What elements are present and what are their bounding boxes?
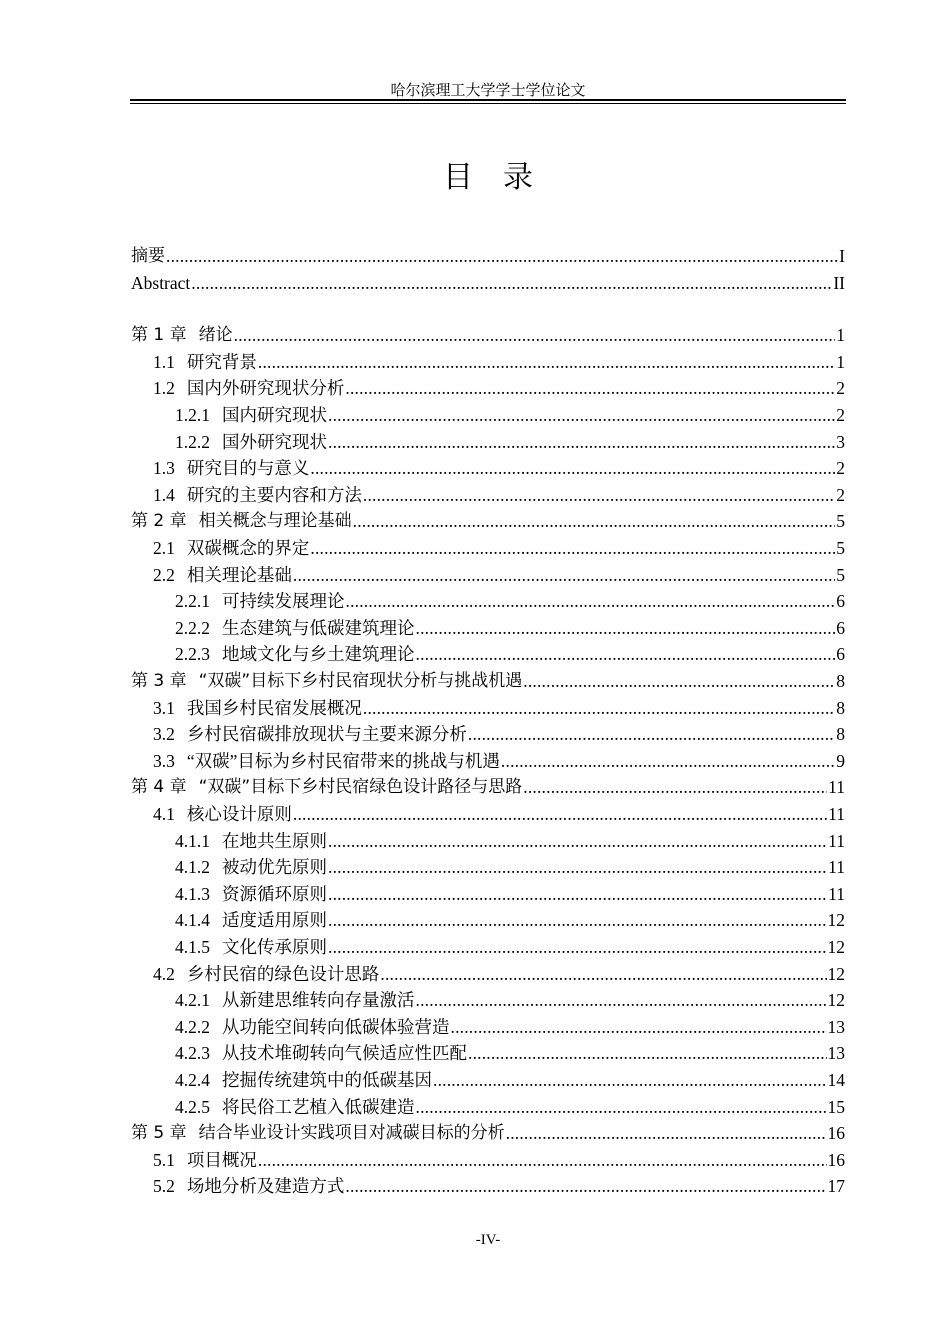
toc-entry-page: 11 — [828, 777, 845, 798]
toc-dot-leader — [328, 830, 827, 852]
toc-entry-title: 核心设计原则 — [186, 804, 292, 824]
toc-entry-title: 摘要 — [131, 246, 165, 266]
toc-entry-number: 4.1.5 — [175, 937, 210, 957]
toc-entry-number: 2.1 — [153, 538, 175, 558]
toc-entry-page: 16 — [827, 1149, 845, 1170]
toc-entry[interactable] — [131, 1065, 845, 1091]
toc-entry-title: 适度适用原则 — [222, 910, 327, 931]
toc-entry[interactable] — [131, 241, 845, 267]
toc-entry-title: 场地分析及建造方式 — [186, 1176, 345, 1197]
toc-dot-leader — [468, 723, 835, 745]
toc-entry[interactable] — [131, 959, 845, 985]
toc-entry-page: 2 — [836, 405, 845, 425]
toc-entry-number: 1.4 — [153, 484, 175, 505]
toc-entry-title: 从功能空间转向低碳体验营造 — [222, 1016, 450, 1037]
toc-entry-page: 13 — [827, 1016, 845, 1037]
toc-entry-page: 11 — [828, 857, 845, 878]
toc-entry-number: 4.1.3 — [175, 883, 210, 904]
toc-entry-number: 4.2.3 — [175, 1043, 210, 1064]
toc-entry-number: 4.2.1 — [175, 990, 210, 1011]
toc-entry-number: 2.2.3 — [175, 644, 210, 665]
toc-entry-number: 3.3 — [153, 750, 175, 771]
toc-entry-number: 1.2.1 — [175, 405, 210, 425]
toc-entry-page: 16 — [827, 1123, 845, 1144]
page-number: -IV- — [475, 1232, 501, 1248]
header-rule-thick — [130, 99, 846, 101]
toc-entry[interactable] — [131, 799, 845, 825]
toc-entry-number: 5.2 — [153, 1176, 175, 1197]
toc-dot-leader — [363, 484, 835, 506]
toc-dot-leader — [328, 431, 835, 453]
toc-dot-leader — [380, 963, 826, 985]
toc-entry[interactable] — [131, 1092, 845, 1118]
toc-entry[interactable] — [131, 666, 845, 692]
toc-dot-leader — [328, 404, 835, 426]
toc-entry-page: 5 — [836, 511, 845, 532]
toc-entry-title: 挖掘传统建筑中的低碳基因 — [222, 1070, 432, 1090]
toc-entry[interactable] — [131, 560, 845, 586]
toc-entry-title: “双碳”目标下乡村民宿绿色设计路径与思路 — [198, 777, 523, 798]
toc-dot-leader — [363, 697, 835, 719]
toc-dot-leader — [234, 324, 836, 346]
toc-entry-number: 第 4 章 — [131, 777, 187, 798]
toc-entry-number: 2.2.1 — [175, 591, 210, 612]
toc-dot-leader — [293, 564, 835, 586]
toc-dot-leader — [345, 377, 835, 399]
toc-entry[interactable] — [131, 719, 845, 745]
toc-entry-number: 第 3 章 — [131, 671, 187, 691]
toc-entry[interactable] — [131, 879, 845, 905]
toc-entry-title: 研究背景 — [186, 351, 257, 372]
toc-entry[interactable] — [131, 586, 845, 612]
toc-entry-page: 9 — [836, 750, 845, 771]
toc-entry-page: 6 — [836, 591, 845, 612]
toc-entry[interactable] — [131, 905, 845, 931]
toc-entry-number: 第 1 章 — [131, 325, 187, 346]
toc-entry-page: 8 — [836, 697, 845, 718]
toc-entry-number: 2.2 — [153, 564, 175, 585]
toc-dot-leader — [328, 909, 827, 931]
toc-entry[interactable] — [131, 320, 845, 346]
toc-entry-title: 文化传承原则 — [222, 937, 327, 957]
toc-entry[interactable] — [131, 932, 845, 958]
toc-entry-title: “双碳”目标下乡村民宿现状分析与挑战机遇 — [198, 671, 523, 691]
toc-dot-leader — [416, 643, 836, 665]
toc-dot-leader — [346, 590, 836, 612]
toc-entry-title: 国内研究现状 — [222, 405, 327, 425]
toc-entry[interactable] — [131, 639, 845, 665]
toc-entry-number: 1.3 — [153, 458, 175, 479]
toc-entry-title: 生态建筑与低碳建筑理论 — [222, 617, 415, 638]
toc-dot-leader — [353, 510, 836, 532]
toc-dot-leader — [451, 1016, 827, 1038]
toc-entry-title: 我国乡村民宿发展概况 — [186, 697, 362, 718]
toc-entry[interactable] — [131, 826, 845, 852]
toc-entry-page: 11 — [828, 804, 845, 824]
toc-dot-leader — [501, 750, 835, 772]
toc-entry-page: 2 — [836, 378, 845, 399]
toc-entry[interactable] — [131, 852, 845, 878]
toc-entry[interactable] — [131, 693, 845, 719]
toc-entry[interactable] — [131, 1171, 845, 1197]
toc-entry-title: 资源循环原则 — [222, 883, 327, 904]
toc-entry-number: 1.1 — [153, 351, 175, 372]
toc-dot-leader — [468, 1042, 827, 1064]
toc-entry[interactable] — [131, 613, 845, 639]
toc-entry-title: 项目概况 — [186, 1149, 257, 1170]
toc-entry-page: 15 — [827, 1096, 845, 1117]
toc-entry-page: I — [839, 246, 845, 266]
running-header: 哈尔滨理工大学学士学位论文 — [390, 83, 586, 99]
toc-entry-page: 2 — [836, 458, 845, 479]
toc-dot-leader — [416, 617, 836, 639]
toc-entry-title: 双碳概念的界定 — [186, 538, 310, 558]
toc-entry-page: 5 — [836, 538, 845, 558]
header-rule-thin — [130, 103, 846, 104]
toc-entry-page: 6 — [836, 617, 845, 638]
toc-entry-title: 将民俗工艺植入低碳建造 — [222, 1096, 415, 1117]
toc-dot-leader — [416, 989, 827, 1011]
toc-entry[interactable] — [131, 985, 845, 1011]
toc-entry-title: 乡村民宿的绿色设计思路 — [186, 963, 380, 984]
toc-entry-title: 结合毕业设计实践项目对减碳目标的分析 — [198, 1123, 505, 1144]
toc-dot-leader — [258, 1149, 827, 1171]
toc-entry-page: II — [833, 272, 845, 293]
toc-entry-number: 4.2 — [153, 963, 175, 984]
toc-entry[interactable] — [131, 268, 845, 294]
toc-dot-leader — [310, 537, 835, 559]
toc-entry-number: 4.2.4 — [175, 1070, 210, 1090]
toc-entry-number: 4.1 — [153, 804, 175, 824]
toc-entry[interactable] — [131, 373, 845, 399]
toc-entry-page: 2 — [836, 484, 845, 505]
toc-entry[interactable] — [131, 427, 845, 453]
toc-entry-title: 国内外研究现状分析 — [186, 378, 345, 399]
toc-entry-page: 3 — [836, 431, 845, 452]
toc-entry-title: 地域文化与乡土建筑理论 — [222, 644, 415, 665]
toc-entry-page: 11 — [828, 830, 845, 851]
toc-entry[interactable] — [131, 480, 845, 506]
toc-entry-title: 从技术堆砌转向气候适应性匹配 — [222, 1043, 467, 1064]
toc-dot-leader — [523, 776, 827, 798]
toc-entry-page: 8 — [836, 724, 845, 745]
toc-entry-page: 8 — [836, 671, 845, 691]
toc-dot-leader — [310, 457, 835, 479]
toc-entry-title: 从新建思维转向存量激活 — [222, 990, 415, 1011]
toc-entry-title: “双碳”目标为乡村民宿带来的挑战与机遇 — [186, 750, 500, 771]
toc-entry-number: 4.1.4 — [175, 910, 210, 931]
toc-entry[interactable] — [131, 746, 845, 772]
toc-entry-number: 4.1.2 — [175, 857, 210, 878]
toc-entry[interactable] — [131, 347, 845, 373]
toc-entry[interactable] — [131, 400, 845, 426]
toc-entry-page: 6 — [836, 644, 845, 665]
toc-entry-title: Abstract — [131, 272, 191, 293]
toc-entry-title: 被动优先原则 — [222, 857, 327, 878]
page-title: 目录 — [443, 160, 563, 195]
toc-entry-number: 第 2 章 — [131, 511, 187, 532]
toc-entry-page: 12 — [827, 937, 845, 957]
toc-entry-number: 3.1 — [153, 697, 175, 718]
toc-entry-page: 11 — [828, 883, 845, 904]
toc-entry-number: 第 5 章 — [131, 1123, 187, 1144]
toc-entry[interactable] — [131, 1145, 845, 1171]
toc-dot-leader — [166, 245, 838, 267]
toc-entry-page: 12 — [827, 963, 845, 984]
toc-entry-title: 研究目的与意义 — [186, 458, 310, 479]
toc-entry-number: 5.1 — [153, 1149, 175, 1170]
toc-dot-leader — [328, 883, 827, 905]
toc-entry-title: 可持续发展理论 — [222, 591, 345, 612]
toc-entry-page: 17 — [827, 1176, 845, 1197]
toc-entry-number: 1.2.2 — [175, 431, 210, 452]
toc-entry[interactable] — [131, 453, 845, 479]
toc-entry-title: 乡村民宿碳排放现状与主要来源分析 — [186, 724, 467, 745]
toc-entry-title: 国外研究现状 — [222, 431, 327, 452]
toc-entry-number: 4.1.1 — [175, 830, 210, 851]
toc-entry[interactable] — [131, 533, 845, 559]
toc-dot-leader — [328, 936, 827, 958]
toc-dot-leader — [191, 272, 832, 294]
toc-entry[interactable] — [131, 1118, 845, 1144]
toc-entry-page: 1 — [836, 325, 845, 346]
toc-dot-leader — [433, 1069, 827, 1091]
toc-entry-page: 5 — [836, 564, 845, 585]
toc-dot-leader — [328, 856, 827, 878]
toc-entry-title: 绪论 — [198, 325, 233, 346]
toc-entry-number: 2.2.2 — [175, 617, 210, 638]
toc-dot-leader — [293, 803, 827, 825]
toc-entry[interactable] — [131, 1038, 845, 1064]
toc-entry-page: 13 — [827, 1043, 845, 1064]
toc-entry-page: 1 — [836, 351, 845, 372]
toc-entry-page: 12 — [827, 990, 845, 1011]
toc-entry-page: 12 — [827, 910, 845, 931]
toc-entry-number: 3.2 — [153, 724, 175, 745]
toc-dot-leader — [523, 670, 835, 692]
toc-entry[interactable] — [131, 506, 845, 532]
toc-entry-title: 研究的主要内容和方法 — [186, 484, 362, 505]
toc-entry-title: 相关理论基础 — [186, 564, 292, 585]
toc-dot-leader — [506, 1122, 827, 1144]
toc-entry[interactable] — [131, 1012, 845, 1038]
toc-entry-page: 14 — [827, 1070, 845, 1090]
toc-entry-title: 在地共生原则 — [222, 830, 327, 851]
toc-dot-leader — [258, 351, 835, 373]
toc-entry-number: 1.2 — [153, 378, 175, 399]
toc-entry-number: 4.2.5 — [175, 1096, 210, 1117]
toc-entry[interactable] — [131, 772, 845, 798]
toc-entry-title: 相关概念与理论基础 — [198, 511, 352, 532]
toc-entry-number: 4.2.2 — [175, 1016, 210, 1037]
toc-dot-leader — [416, 1096, 827, 1118]
toc-dot-leader — [345, 1175, 826, 1197]
